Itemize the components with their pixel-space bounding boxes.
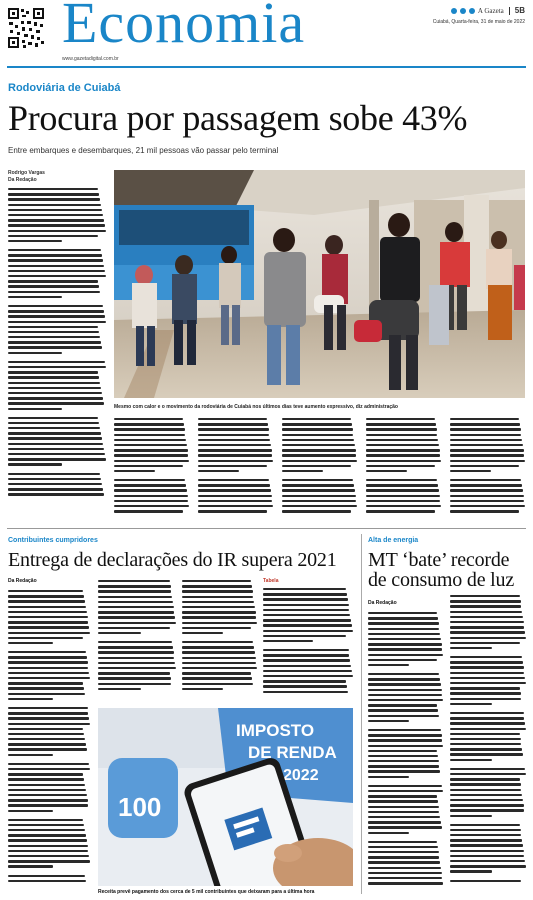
main-text-column — [8, 188, 106, 510]
mt-kicker: Alta de energia — [368, 537, 419, 544]
mt-headline: MT ‘bate’ recorde de consumo de luz — [368, 549, 515, 591]
ir-kicker: Contribuintes cumpridores — [8, 537, 98, 544]
ir-photo-caption: Receita prevê pagamento dos cerca de 5 mil contribuintes que deixaram para a última hora — [98, 889, 315, 895]
ir-text-column — [263, 588, 353, 702]
bus-terminal-photo — [114, 170, 525, 398]
main-headline: Procura por passagem sobe 43% — [8, 98, 468, 138]
qr-code — [7, 7, 45, 49]
ir-headline: Entrega de declarações do IR supera 2021 — [8, 549, 337, 571]
column-divider — [361, 534, 362, 894]
main-byline — [8, 170, 45, 184]
main-photo-caption: Mesmo com calor e o movimento da rodoviária de Cuiabá nos últimos dias teve aumento expressivo, diz administração — [114, 404, 398, 410]
main-subhead: Entre embarques e desembarques, 21 mil pessoas vão passar pelo terminal — [8, 146, 279, 155]
graphic-line2: DE RENDA — [248, 743, 337, 762]
header-info — [385, 6, 525, 25]
social-icon — [469, 8, 475, 14]
social-icon — [460, 8, 466, 14]
mt-text-column — [450, 595, 526, 894]
main-text-column — [114, 418, 189, 518]
main-text-column — [198, 418, 273, 518]
site-url: www.gazetadigital.com.br — [62, 56, 119, 62]
main-text-column — [450, 418, 525, 518]
main-text-column — [366, 418, 441, 518]
edition-date: Cuiabá, Quarta-feira, 31 de maio de 2022 — [432, 19, 525, 25]
graphic-year: 2022 — [283, 767, 319, 784]
page-number: 5B — [514, 6, 525, 15]
mt-byline: Da Redação — [368, 600, 397, 606]
section-divider — [7, 528, 526, 529]
ir-text-column — [8, 590, 90, 894]
main-kicker: Rodoviária de Cuiabá — [8, 82, 121, 94]
byline-author: Rodrigo Vargas — [8, 170, 45, 176]
badge-number: 100 — [118, 792, 162, 822]
income-tax-photo — [98, 708, 353, 886]
header-rule — [7, 66, 526, 68]
section-title: Economia — [62, 0, 306, 55]
ir-text-column — [182, 580, 257, 702]
ir-byline: Da Redação — [8, 578, 37, 584]
byline-desk: Da Redação — [8, 177, 37, 183]
brand-name: A Gazeta — [477, 6, 504, 15]
main-text-column — [282, 418, 357, 518]
ir-subkicker: Tabela — [263, 578, 279, 584]
graphic-line1: IMPOSTO — [236, 721, 315, 740]
mt-text-column — [368, 612, 443, 894]
social-icon — [451, 8, 457, 14]
ir-text-column — [98, 580, 176, 702]
